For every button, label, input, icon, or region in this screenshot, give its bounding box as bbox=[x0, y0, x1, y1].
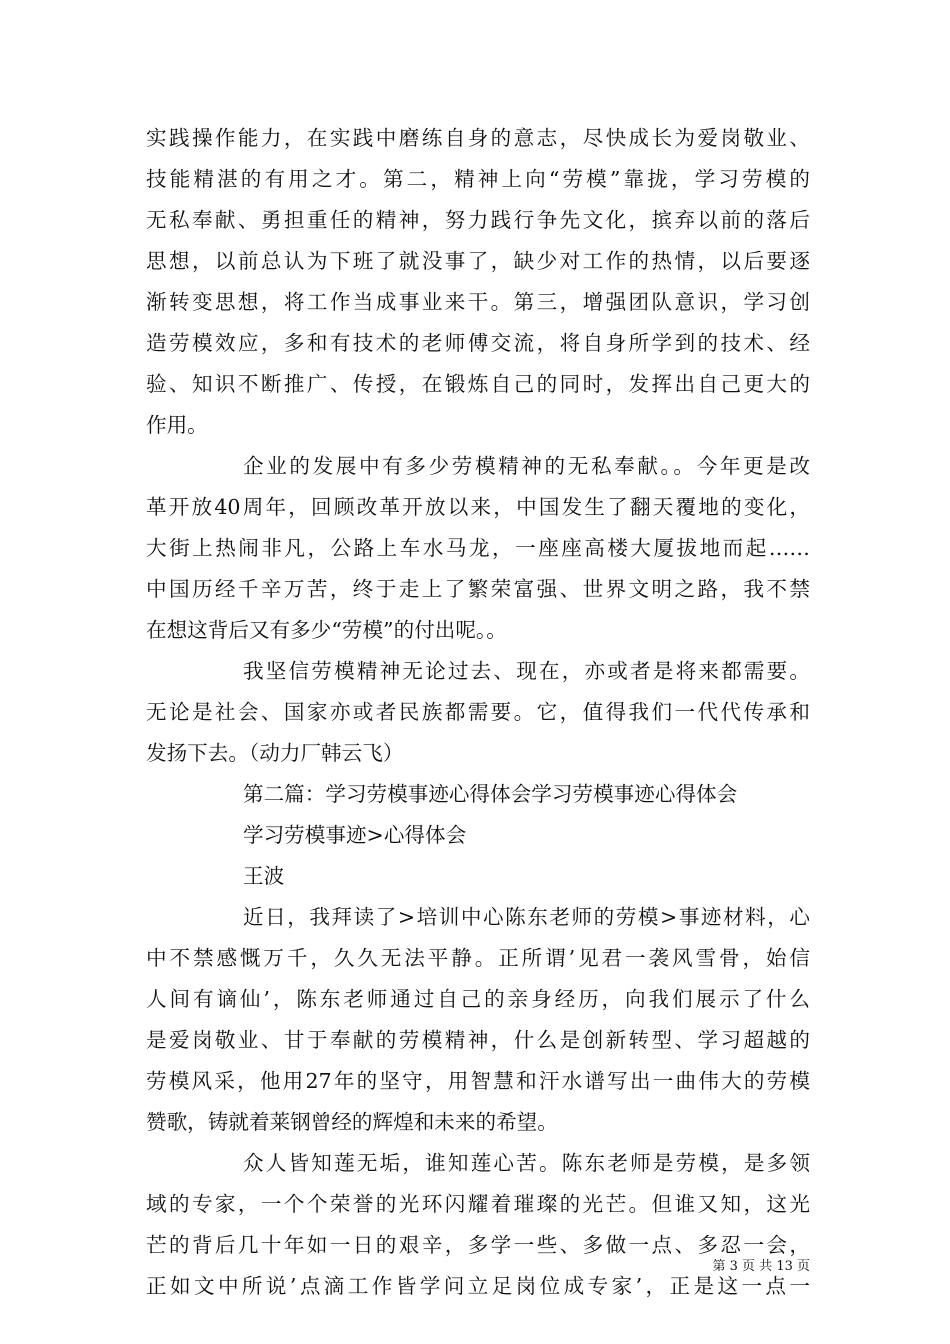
text-line: 学习劳模事迹>心得体会 bbox=[243, 823, 467, 847]
text-line: 造劳模效应，多和有技术的老师傅交流，将自身所学到的技术、经 bbox=[146, 331, 810, 355]
text-line: 芒的背后几十年如一日的艰辛，多学一些、多做一点、多忍一会， bbox=[146, 1233, 810, 1257]
text-line: 实践操作能力，在实践中磨练自身的意志，尽快成长为爱岗敬业、 bbox=[146, 126, 810, 150]
text-line: 企业的发展中有多少劳模精神的无私奉献。。今年更是改 bbox=[243, 454, 810, 478]
body-text bbox=[146, 118, 810, 1307]
text-line: 众人皆知莲无垢，谁知莲心苦。陈东老师是劳模，是多领 bbox=[243, 1151, 810, 1175]
text-line: 在想这背后又有多少“劳模”的付出呢。。 bbox=[146, 618, 507, 642]
text-line: 无私奉献、勇担重任的精神，努力践行争先文化，摈弃以前的落后 bbox=[146, 208, 810, 232]
text-line: 渐转变思想，将工作当成事业来干。第三，增强团队意识，学习创 bbox=[146, 290, 810, 314]
text-line: 正如文中所说’点滴工作皆学问立足岗位成专家’，正是这一点一 bbox=[146, 1274, 810, 1298]
text-line: 是爱岗敬业、甘于奉献的劳模精神，什么是创新转型、学习超越的 bbox=[146, 1028, 810, 1052]
text-line: 我坚信劳模精神无论过去、现在，亦或者是将来都需要。 bbox=[243, 659, 810, 683]
text-line: 革开放40周年，回顾改革开放以来，中国发生了翻天覆地的变化， bbox=[146, 495, 810, 519]
text-line: 大街上热闹非凡，公路上车水马龙，一座座高楼大厦拔地而起…… bbox=[146, 536, 810, 560]
text-line: 人间有谪仙’，陈东老师通过自己的亲身经历，向我们展示了什么 bbox=[146, 987, 810, 1011]
text-line: 无论是社会、国家亦或者民族都需要。它，值得我们一代代传承和 bbox=[146, 700, 810, 724]
text-line: 第二篇：学习劳模事迹心得体会学习劳模事迹心得体会 bbox=[243, 782, 738, 806]
text-line: 思想，以前总认为下班了就没事了，缺少对工作的热情，以后要逐 bbox=[146, 249, 810, 273]
text-line: 劳模风采，他用27年的坚守，用智慧和汗水谱写出一曲伟大的劳模 bbox=[146, 1069, 810, 1093]
page-number: 第 3 页 共 13 页 bbox=[712, 1259, 810, 1274]
text-line: 中不禁感慨万千，久久无法平静。正所谓’见君一袭风雪骨，始信 bbox=[146, 946, 810, 970]
text-line: 技能精湛的有用之才。第二，精神上向“劳模”靠拢，学习劳模的 bbox=[146, 167, 810, 191]
text-line: 赞歌，铸就着莱钢曾经的辉煌和未来的希望。 bbox=[146, 1110, 558, 1134]
text-line: 近日，我拜读了>培训中心陈东老师的劳模>事迹材料，心 bbox=[243, 905, 810, 929]
text-line: 验、知识不断推广、传授，在锻炼自己的同时，发挥出自己更大的 bbox=[146, 372, 810, 396]
text-line: 发扬下去。（动力厂韩云飞） bbox=[146, 741, 404, 765]
text-line: 作用。 bbox=[146, 413, 208, 437]
text-line: 王波 bbox=[243, 864, 285, 888]
text-line: 中国历经千辛万苦，终于走上了繁荣富强、世界文明之路，我不禁 bbox=[146, 577, 810, 601]
text-line: 域的专家，一个个荣誉的光环闪耀着璀璨的光芒。但谁又知，这光 bbox=[146, 1192, 810, 1216]
